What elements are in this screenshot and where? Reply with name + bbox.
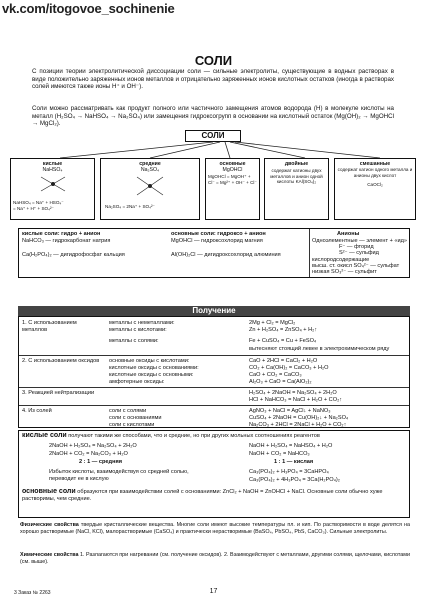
obtain-row-eq: Al₂O₃ + CaO = Ca(AlO₂)₂ bbox=[249, 379, 312, 385]
dissociation-eq: NaHSO₄ = Na⁺ + HSO₄⁻ bbox=[13, 200, 64, 206]
page-number: 17 bbox=[209, 588, 218, 595]
acid-naming-1: NaHCO₃ — гидрокарбонат натрия bbox=[22, 238, 111, 244]
obtain-row-eq: 2Mg + Cl₂ = MgCl₂ bbox=[249, 320, 296, 326]
structure-diagram bbox=[11, 173, 94, 195]
type-name: кислые bbox=[42, 161, 63, 167]
type-formula: CaOCl₂ bbox=[367, 182, 383, 188]
watermark-text: vk.com/itogovoe_sochinenie bbox=[2, 1, 175, 16]
type-description: содержат катион одного металла и анионы двух кислот bbox=[337, 167, 413, 178]
type-name: основные bbox=[219, 161, 246, 167]
obtain-row-eq: Fe + CuSO₄ = Cu + FeSO₄ bbox=[249, 338, 317, 344]
obtain-row-eq: Na₂CO₃ + 2HCl = 2NaCl + H₂O + CO₂↑ bbox=[249, 422, 347, 428]
type-name: смешанные bbox=[359, 161, 391, 167]
ratio-eq: 2NaOH + H₂SO₄ = Na₂SO₄ + 2H₂O bbox=[49, 443, 137, 449]
tree-connectors bbox=[20, 140, 420, 160]
excess-eq: Ca₃(PO₄)₂ + H₃PO₄ = 3CaHPO₄ bbox=[249, 469, 329, 475]
dissociation-eq-cont: = Na⁺ + H⁺ + SO₄²⁻ bbox=[13, 205, 54, 211]
chemical-text: 1. Разлагаются при нагревании (см. получение оксидов). 2. Взаимодействуют с металлами, другими солями, щелочами, кислотами (см. выше). bbox=[20, 552, 411, 565]
dissociation-eq: Na₂SO₄ = 2Na⁺ + SO₄²⁻ bbox=[105, 204, 155, 210]
obtain-row-label: основные оксиды с кислотами: bbox=[109, 358, 190, 364]
obtain-section-title: 2. С использованием оксидов bbox=[22, 358, 100, 364]
obtain-row-label: металлы с кислотами: bbox=[109, 327, 167, 333]
physical-text: твердые кристаллические вещества. Многие соли имеют высокие температуры пл. и кип. По растворимости в воде делятся на хорошо растворимые (NaCl, KCl), малорастворимые (CaSO₄) и практически нерастворимые (BaSO₄, PbSO₄, PbS, CaCO₃). Сильные электролиты. bbox=[20, 522, 410, 535]
obtain-row-label: соли с основаниями bbox=[109, 415, 162, 421]
acid-salts-section bbox=[18, 430, 410, 518]
naming-section bbox=[18, 228, 410, 278]
obtain-row-eq: CaO + CO₂ = CaCO₃ bbox=[249, 372, 302, 378]
ratio-eq: NaOH + CO₂ = NaHCO₃ bbox=[249, 451, 310, 457]
obtain-section-title: 4. Из солей bbox=[22, 408, 52, 414]
ratio-label: 2 : 1 — средняя bbox=[79, 459, 122, 465]
type-name: средние bbox=[139, 161, 161, 167]
structure-diagram bbox=[101, 173, 199, 199]
physical-properties bbox=[20, 522, 410, 535]
obtain-row-label: кислотные оксиды с основными: bbox=[109, 372, 194, 378]
intro-paragraph-1: С позиции теории электролитической диссоциации соли — сильные электролиты, существующие в водных растворах в виде положительно заряженных ионов металлов и отрицательно заряженных ионов кислотных остатков (иногда в растворах солей имеются также ионы H⁺ и OH⁻). bbox=[32, 68, 394, 91]
type-box-double bbox=[264, 158, 329, 220]
anion-head: Анионы bbox=[337, 231, 360, 237]
anion-line: высш. ст. окисл SO₄²⁻ — сульфат bbox=[312, 263, 400, 269]
excess-eq: Ca₃(PO₄)₂ + 4H₃PO₄ = 3Ca(H₂PO₄)₂ bbox=[249, 477, 340, 483]
type-box-basic bbox=[205, 158, 260, 220]
ratio-label: 1 : 1 — кислая bbox=[274, 459, 314, 465]
obtain-row-eq: Zn + H₂SO₄ = ZnSO₄ + H₂↑ bbox=[249, 327, 318, 333]
obtain-row-label: кислотные оксиды с основаниями: bbox=[109, 365, 199, 371]
obtain-row-eq: CaO + 2HCl = CaCl₂ + H₂O bbox=[249, 358, 318, 364]
anion-line: кислородсодержащие bbox=[312, 257, 370, 263]
obtain-row-label: металлы с солями: bbox=[109, 338, 159, 344]
obtain-row-label: амфотерные оксиды: bbox=[109, 379, 165, 385]
acid-salts-text bbox=[22, 433, 408, 440]
type-description: содержат катионы двух металлов и анион одной кислоты KAl(SO₄)₂ bbox=[270, 168, 323, 185]
basic-naming-1: MgOHCl — гидроксохлорид магния bbox=[171, 238, 263, 244]
obtain-section-title: 3. Реакцией нейтрализации bbox=[22, 390, 95, 396]
obtain-row-eq: AgNO₃ + NaCl = AgCl↓ + NaNO₃ bbox=[249, 408, 331, 414]
type-box-mixed bbox=[334, 158, 416, 220]
footer-order: 3 Заказ № 2263 bbox=[14, 590, 51, 596]
basic-naming-2: Al(OH)₂Cl — дигидроксохлорид алюминия bbox=[171, 252, 281, 258]
anion-line: низкая SO₃²⁻ — сульфит bbox=[312, 269, 377, 275]
basic-salts-desc: образуются при взаимодействии солей с основаниями: ZnCl₂ + NaOH = ZnOHCl + NaCl. Основные соли обычно хуже растворимы, чем средние. bbox=[22, 489, 383, 502]
obtain-row-eq: CuSO₄ + 2NaOH = Cu(OH)₂↓ + Na₂SO₄ bbox=[249, 415, 349, 421]
intro-paragraph-2: Соли можно рассматривать как продукт полного или частичного замещения атомов водорода (H) в молекуле кислоты на металл (H₂SO₄ → NaHSO₄ → Na₂SO₄) или замещения гидроксогрупп в основании на кислотный остаток (Mg(OH)₂ → MgOHCl → MgCl₂). bbox=[32, 105, 394, 128]
type-box-acid bbox=[10, 158, 95, 220]
dissociation-eq: MgOHCl = MgOH⁺ + Cl⁻ = Mg²⁺ + OH⁻ + Cl⁻ bbox=[208, 174, 257, 185]
acid-naming-2: Ca(H₂PO₄)₂ — дигидрофосфат кальция bbox=[22, 252, 125, 258]
obtain-row-label: соли с солями bbox=[109, 408, 147, 414]
type-box-normal bbox=[100, 158, 200, 220]
obtain-section-title: 1. С использованием металлов bbox=[22, 320, 77, 333]
obtain-row-label: металлы с неметаллами: bbox=[109, 320, 175, 326]
ratio-eq: NaOH + H₂SO₄ = NaHSO₄ + H₂O bbox=[249, 443, 333, 449]
obtain-table bbox=[18, 316, 410, 428]
type-formula: MgOHCl bbox=[222, 167, 243, 174]
basic-salts-head: основные соли bbox=[22, 488, 76, 495]
physical-head: Физические свойства bbox=[20, 522, 79, 528]
type-formula: NaHSO₄ bbox=[42, 167, 63, 174]
metals-note: вытесняют стоящий левее в электрохимическом ряду bbox=[249, 346, 390, 352]
obtain-row-eq: H₂SO₄ + 2NaOH = Na₂SO₄ + 2H₂O bbox=[249, 390, 337, 396]
acid-salts-desc: получают такими же способами, что и средние, но при других мольных соотношениях реагентов bbox=[68, 433, 320, 439]
chemical-head: Химические свойства bbox=[20, 552, 79, 558]
obtain-title: Получение bbox=[18, 306, 410, 316]
basic-naming-head: основные соли: гидроксо + анион bbox=[171, 231, 266, 237]
anion-line: Одноэлементные — элемент + «ид» bbox=[312, 238, 408, 244]
ratio-eq: 2NaOH + CO₂ = Na₂CO₃ + H₂O bbox=[49, 451, 128, 457]
basic-salts-text bbox=[22, 489, 408, 502]
acid-naming-head: кислые соли: гидро + анион bbox=[22, 231, 101, 237]
anion-line: S²⁻ — сульфид bbox=[339, 250, 379, 256]
excess-acid-text: Избыток кислоты, взаимодействуя со средней солью, переводит ее в кислую bbox=[49, 469, 189, 482]
type-formula: Na₂SO₄ bbox=[140, 167, 160, 174]
page-title: СОЛИ bbox=[194, 53, 233, 68]
anion-line: F⁻ — фторид bbox=[339, 244, 374, 250]
root-salts-box: СОЛИ bbox=[185, 130, 241, 142]
acid-salts-head: кислые соли bbox=[22, 432, 67, 439]
obtain-row-eq: HCl + NaHCO₃ = NaCl + H₂O + CO₂↑ bbox=[249, 397, 343, 403]
obtain-row-label: соли с кислотами bbox=[109, 422, 155, 428]
obtain-row-eq: CO₂ + Ca(OH)₂ = CaCO₃ + H₂O bbox=[249, 365, 329, 371]
type-name: двойные bbox=[284, 161, 309, 167]
chemical-properties bbox=[20, 552, 410, 565]
